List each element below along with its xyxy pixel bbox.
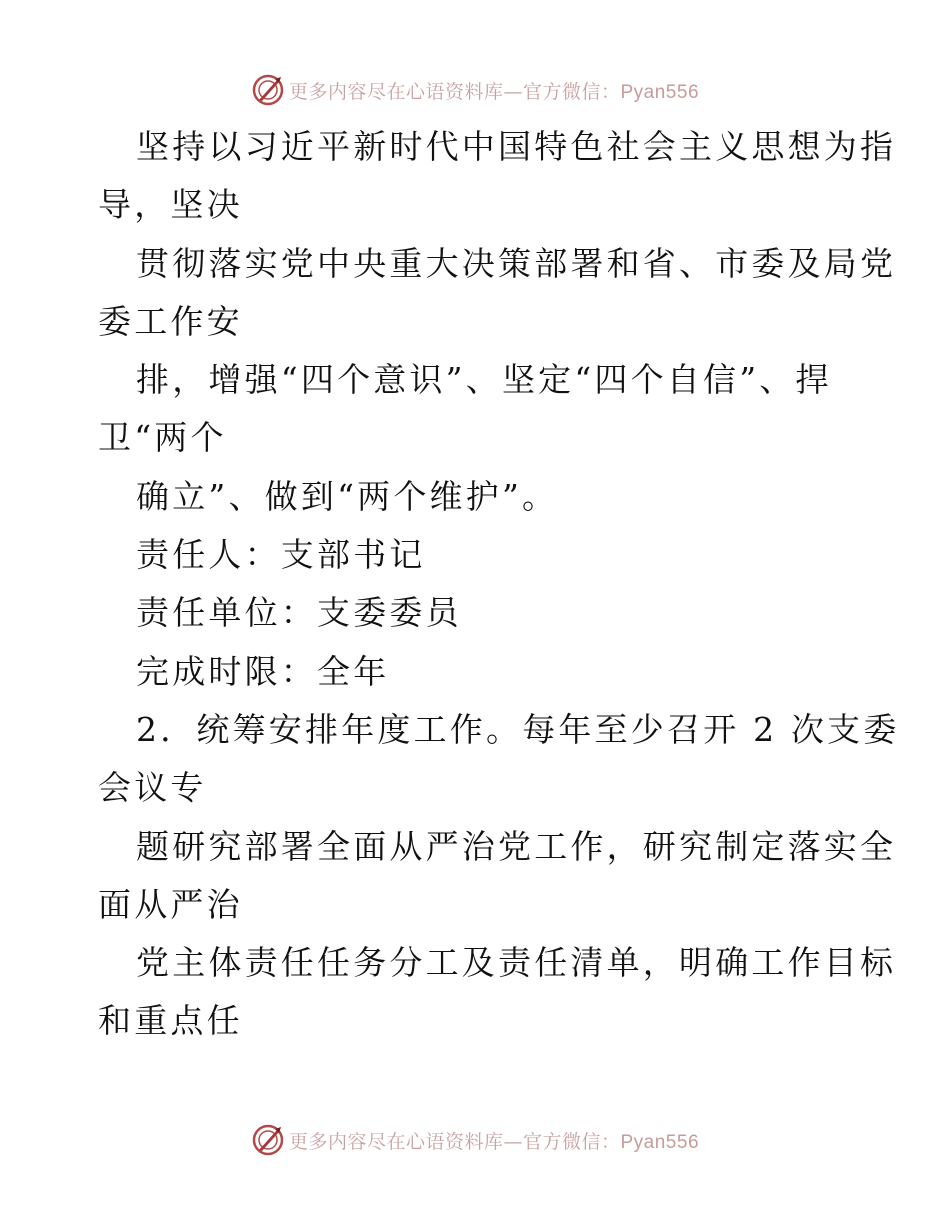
watermark-wechat-id: Pyan556 [620, 81, 700, 103]
text-line: 责任人：支部书记 [136, 535, 426, 575]
text-line: 完成时限：全年 [136, 651, 390, 691]
text-line: 排，增强“四个意识”、坚定“四个自信”、捍 [136, 360, 832, 400]
watermark-main: 更多内容尽在心语资料库 [288, 1130, 504, 1153]
watermark-wechat-label: 官方微信： [522, 80, 621, 103]
watermark-dash: — [503, 1130, 523, 1153]
text-line: 2．统筹安排年度工作。每年至少召开 2 次支委 [136, 709, 900, 749]
footer-watermark [0, 1120, 950, 1160]
text-line: 责任单位：支委委员 [136, 593, 462, 633]
text-line: 会议专 [98, 768, 207, 808]
header-watermark [0, 70, 950, 110]
quill-seal-icon [251, 1123, 285, 1157]
text-line: 导，坚决 [98, 185, 243, 225]
text-line: 委工作安 [98, 301, 243, 341]
quill-seal-icon [251, 73, 285, 107]
text-line: 贯彻落实党中央重大决策部署和省、市委及局党 [136, 243, 897, 283]
text-line: 面从严治 [98, 884, 243, 924]
text-line: 和重点任 [98, 1001, 243, 1041]
watermark-main: 更多内容尽在心语资料库 [288, 80, 504, 103]
document-body [98, 118, 900, 1051]
text-line: 党主体责任任务分工及责任清单，明确工作目标 [136, 943, 897, 983]
text-line: 卫“两个 [98, 418, 227, 458]
watermark-wechat-label: 官方微信： [522, 1130, 621, 1153]
text-line: 确立”、做到“两个维护”。 [136, 476, 559, 516]
watermark-wechat-id: Pyan556 [620, 1131, 700, 1153]
text-line: 题研究部署全面从严治党工作，研究制定落实全 [136, 826, 897, 866]
watermark-dash: — [503, 80, 523, 103]
watermark-text [289, 77, 699, 104]
watermark-text [289, 1127, 699, 1154]
text-line: 坚持以习近平新时代中国特色社会主义思想为指 [136, 127, 897, 166]
